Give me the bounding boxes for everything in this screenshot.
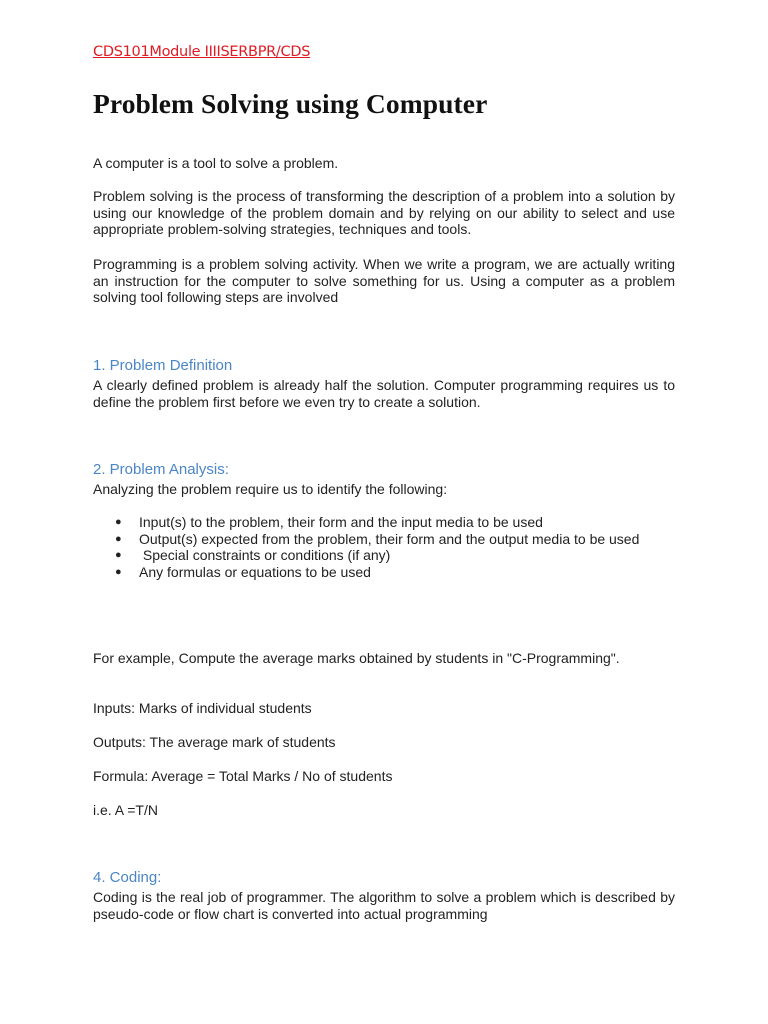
example-outputs-line: Outputs: The average mark of students: [93, 734, 336, 750]
list-item: [93, 531, 675, 548]
section-heading-coding: 4. Coding:: [93, 869, 162, 886]
bullet-icon: ●: [115, 516, 122, 528]
list-item-text: Output(s) expected from the problem, their form and the output media to be used: [139, 530, 640, 547]
section-heading-problem-definition: 1. Problem Definition: [93, 357, 233, 374]
bullet-icon: ●: [115, 565, 122, 578]
page-title: Problem Solving using Computer: [93, 88, 488, 119]
list-item: [93, 564, 675, 581]
list-item: [93, 547, 675, 564]
running-header: CDS101Module IIIISERBPR/CDS: [93, 44, 311, 60]
intro-paragraph-3: Programming is a problem solving activity. When we write a program, we are actually writing an instruction for the computer to solve something for us. Using a computer as a problem solving tool following steps are involved: [93, 256, 675, 306]
bullet-icon: ●: [115, 532, 122, 545]
bullet-icon: ●: [115, 549, 122, 562]
example-intro-paragraph: For example, Compute the average marks obtained by students in "C-Programming".: [93, 650, 620, 666]
example-formula-line: Formula: Average = Total Marks / No of students: [93, 768, 393, 784]
problem-definition-paragraph: A clearly defined problem is already half the solution. Computer programming requires us to define the problem first before we even try to create a solution.: [93, 377, 675, 410]
example-ie-line: i.e. A =T/N: [93, 802, 158, 818]
list-item-text: Input(s) to the problem, their form and the input media to be used: [139, 514, 543, 530]
analysis-bullet-list: [93, 514, 675, 580]
example-inputs-line: Inputs: Marks of individual students: [93, 700, 312, 716]
list-item-text: Special constraints or conditions (if any): [139, 547, 391, 564]
list-item: [93, 514, 675, 531]
intro-paragraph-1: A computer is a tool to solve a problem.: [93, 155, 339, 171]
coding-paragraph: Coding is the real job of programmer. The algorithm to solve a problem which is described by pseudo-code or flow chart is converted into actual programming: [93, 889, 675, 922]
list-item-text: Any formulas or equations to be used: [139, 563, 371, 580]
intro-paragraph-2: Problem solving is the process of transforming the description of a problem into a solution by using our knowledge of the problem domain and by relying on our ability to select and use appropriate problem-solving strategies, techniques and tools.: [93, 188, 675, 238]
problem-analysis-paragraph: Analyzing the problem require us to identify the following:: [93, 481, 448, 497]
section-heading-problem-analysis: 2. Problem Analysis:: [93, 461, 229, 478]
